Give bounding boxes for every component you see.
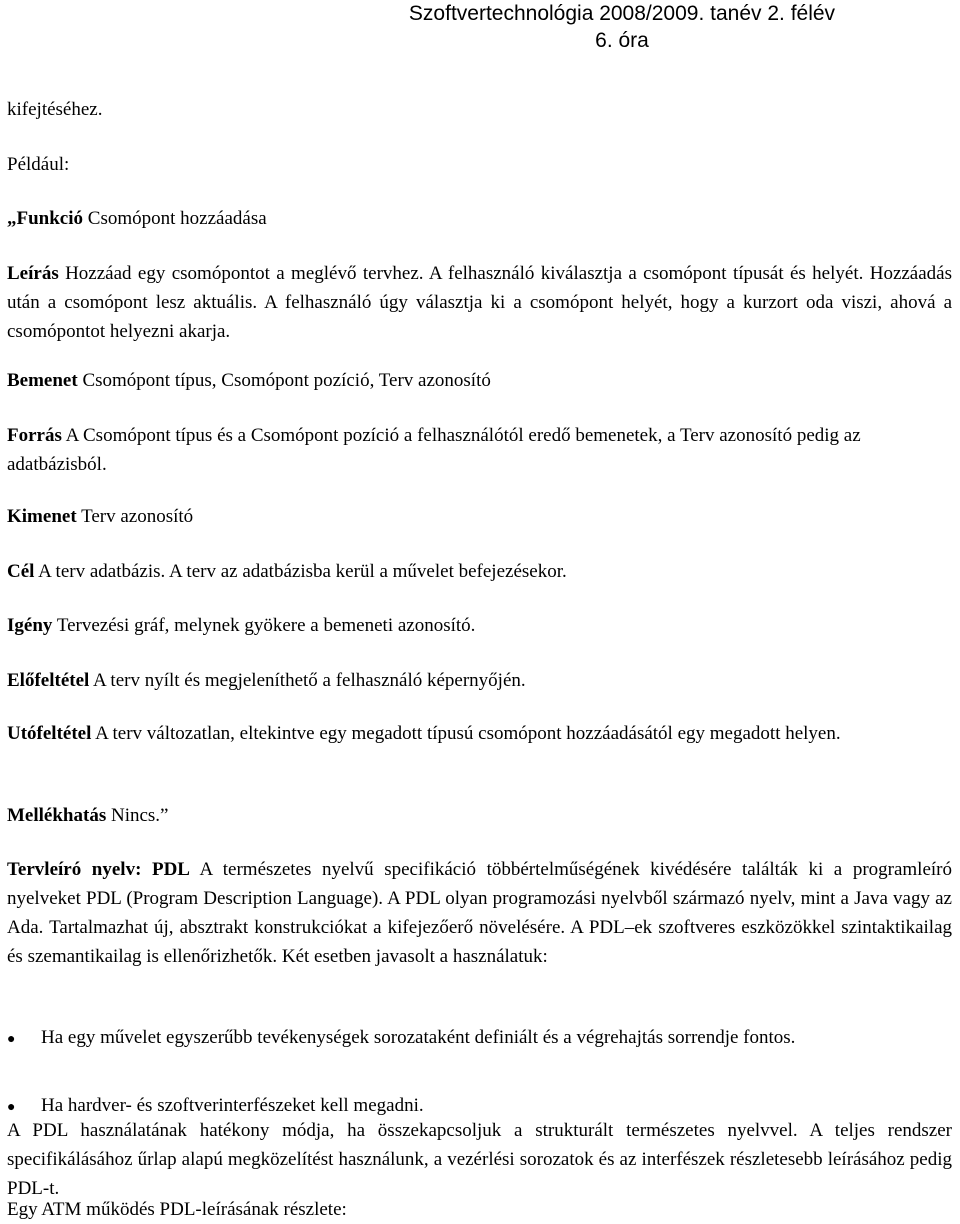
field-kimenet — [7, 502, 952, 531]
text-leiras: Hozzáad egy csomópontot a meglévő tervhez. A felhasználó kiválasztja a csomópont típusát és helyét. Hozzáadás után a csomópont lesz aktuális. A felhasználó úgy választja ki a csomópont helyét, hogy a kurzort oda viszi, ahová a csomópontot helyezni akarja. — [7, 263, 952, 342]
bullet-icon: ● — [7, 1100, 16, 1115]
label-forras: Forrás — [7, 425, 62, 446]
field-elofeltetel — [7, 666, 952, 695]
bullet-icon: ● — [7, 1032, 16, 1047]
quote-open: „ — [7, 208, 17, 229]
label-cel: Cél — [7, 561, 35, 582]
label-tervleiro-nyelv: Tervleíró nyelv: PDL — [7, 859, 190, 880]
label-funkcio: Funkció — [16, 208, 84, 229]
paragraph-peldaul: Például: — [7, 154, 70, 175]
header-lesson-number: 6. óra — [595, 29, 649, 52]
bullet-text-1: Ha egy művelet egyszerűbb tevékenységek sorozataként definiált és a végrehajtás sorrendje fontos. — [41, 1027, 796, 1048]
paragraph-atm: Egy ATM működés PDL-leírásának részlete: — [7, 1199, 347, 1220]
label-bemenet: Bemenet — [7, 370, 78, 391]
paragraph-tervleiro-nyelv — [7, 855, 952, 971]
page-header — [322, 0, 922, 54]
bullet-text-2: Ha hardver- és szoftverinterfészeket kell megadni. — [41, 1095, 424, 1116]
field-cel — [7, 557, 952, 586]
paragraph-pdl-hasznalat: A PDL használatának hatékony módja, ha összekapcsoljuk a strukturált természetes nyelvvel. A teljes rendszer specifikálásához űrlap alapú megközelítést használunk, a vezérlési sorozatok és az interfészek részletesebb leírásához pedig PDL-t. — [7, 1120, 952, 1199]
text-elofeltetel: A terv nyílt és megjeleníthető a felhasználó képernyőjén. — [89, 670, 526, 691]
field-bemenet — [7, 366, 952, 395]
text-funkcio: Csomópont hozzáadása — [83, 208, 267, 229]
label-leiras: Leírás — [7, 263, 59, 284]
text-forras: A Csomópont típus és a Csomópont pozíció a felhasználótól eredő bemenetek, a Terv azonosító pedig az adatbázisból. — [7, 425, 861, 475]
text-utofeltetel: A terv változatlan, eltekintve egy megadott típusú csomópont hozzáadásától egy megadott helyen. — [91, 723, 841, 744]
field-utofeltetel — [7, 719, 952, 748]
field-forras — [7, 421, 952, 479]
label-kimenet: Kimenet — [7, 506, 77, 527]
label-elofeltetel: Előfeltétel — [7, 670, 90, 691]
field-igeny — [7, 611, 952, 640]
text-igeny: Tervezési gráf, melynek gyökere a bemeneti azonosító. — [52, 615, 476, 636]
text-mellekhatas: Nincs.” — [106, 805, 169, 826]
field-mellekhatas — [7, 801, 952, 830]
header-course-title: Szoftvertechnológia 2008/2009. tanév 2. félév — [408, 2, 836, 25]
label-igeny: Igény — [7, 615, 53, 636]
bullet-item-1 — [7, 1023, 952, 1081]
text-tervleiro-nyelv: A természetes nyelvű specifikáció többértelműségének kivédésére találták ki a programleíró nyelveket PDL (Program Description Language). A PDL olyan programozási nyelvből származó nyelv, mint a Java vagy az Ada. Tartalmazhat új, absztrakt konstrukciókat a kifejezőerő növelésére. A PDL–ek szoftveres eszközökkel szintaktikailag és szemantikailag is ellenőrizhetők. Két esetben javasolt a használatuk: — [7, 859, 953, 967]
label-utofeltetel: Utófeltétel — [7, 723, 92, 744]
text-cel: A terv adatbázis. A terv az adatbázisba kerül a művelet befejezésekor. — [34, 561, 567, 582]
paragraph-kifejtese: kifejtéséhez. — [7, 99, 103, 120]
label-mellekhatas: Mellékhatás — [7, 805, 107, 826]
text-bemenet: Csomópont típus, Csomópont pozíció, Terv azonosító — [77, 370, 491, 391]
field-leiras — [7, 259, 952, 346]
field-funkcio — [7, 204, 952, 233]
text-kimenet: Terv azonosító — [76, 506, 194, 527]
